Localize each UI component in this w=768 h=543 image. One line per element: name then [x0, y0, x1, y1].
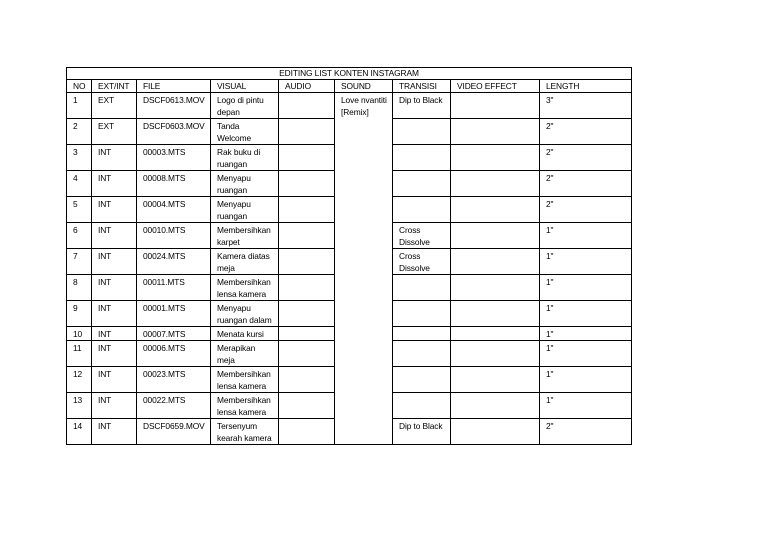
editing-list-table [66, 67, 632, 445]
cell-audio [279, 327, 335, 341]
cell-type: INT [92, 367, 137, 393]
cell-video-effect [451, 275, 540, 301]
cell-audio [279, 367, 335, 393]
cell-file: 00006.MTS [137, 341, 211, 367]
cell-file: 00023.MTS [137, 367, 211, 393]
cell-no: 12 [67, 367, 92, 393]
cell-length: 1" [540, 223, 632, 249]
cell-video-effect [451, 249, 540, 275]
cell-transisi [393, 197, 451, 223]
cell-length: 2" [540, 145, 632, 171]
table-title: EDITING LIST KONTEN INSTAGRAM [67, 68, 632, 80]
cell-file: 00004.MTS [137, 197, 211, 223]
cell-audio [279, 393, 335, 419]
cell-type: INT [92, 327, 137, 341]
header-visual: VISUAL [211, 80, 279, 93]
cell-no: 3 [67, 145, 92, 171]
cell-type: EXT [92, 119, 137, 145]
cell-visual: Menyapu ruangan [211, 171, 279, 197]
cell-transisi [393, 341, 451, 367]
cell-type: INT [92, 301, 137, 327]
cell-no: 9 [67, 301, 92, 327]
cell-video-effect [451, 171, 540, 197]
cell-video-effect [451, 419, 540, 445]
cell-audio [279, 249, 335, 275]
cell-visual: Tersenyum kearah kamera [211, 419, 279, 445]
cell-video-effect [451, 367, 540, 393]
cell-file: 00024.MTS [137, 249, 211, 275]
cell-type: INT [92, 419, 137, 445]
cell-length: 3" [540, 93, 632, 119]
cell-length: 2" [540, 419, 632, 445]
cell-transisi [393, 393, 451, 419]
cell-length: 2" [540, 171, 632, 197]
cell-visual: Membersihkan lensa kamera [211, 367, 279, 393]
cell-file: 00007.MTS [137, 327, 211, 341]
cell-visual: Menata kursi [211, 327, 279, 341]
cell-type: INT [92, 171, 137, 197]
cell-video-effect [451, 327, 540, 341]
cell-length: 2" [540, 197, 632, 223]
cell-transisi [393, 367, 451, 393]
cell-audio [279, 341, 335, 367]
cell-visual: Membersihkan lensa kamera [211, 393, 279, 419]
cell-no: 6 [67, 223, 92, 249]
cell-type: INT [92, 341, 137, 367]
cell-type: INT [92, 393, 137, 419]
cell-type: INT [92, 249, 137, 275]
cell-length: 1" [540, 341, 632, 367]
cell-visual: Membersihkan lensa kamera [211, 275, 279, 301]
cell-transisi [393, 119, 451, 145]
cell-type: EXT [92, 93, 137, 119]
cell-visual: Menyapu ruangan [211, 197, 279, 223]
cell-transisi: Cross Dissolve [393, 249, 451, 275]
cell-audio [279, 93, 335, 119]
cell-file: 00010.MTS [137, 223, 211, 249]
cell-no: 13 [67, 393, 92, 419]
cell-file: DSCF0613.MOV [137, 93, 211, 119]
cell-no: 8 [67, 275, 92, 301]
cell-transisi [393, 301, 451, 327]
cell-video-effect [451, 301, 540, 327]
table-row [67, 93, 632, 119]
cell-type: INT [92, 197, 137, 223]
cell-visual: Logo di pintu depan [211, 93, 279, 119]
cell-file: DSCF0659.MOV [137, 419, 211, 445]
cell-visual: Tanda Welcome [211, 119, 279, 145]
cell-audio [279, 171, 335, 197]
cell-no: 11 [67, 341, 92, 367]
cell-video-effect [451, 341, 540, 367]
cell-video-effect [451, 93, 540, 119]
cell-transisi [393, 145, 451, 171]
cell-transisi [393, 171, 451, 197]
cell-video-effect [451, 145, 540, 171]
cell-no: 10 [67, 327, 92, 341]
cell-no: 7 [67, 249, 92, 275]
cell-transisi: Dip to Black [393, 93, 451, 119]
cell-length: 1" [540, 367, 632, 393]
header-length: LENGTH [540, 80, 632, 93]
cell-type: INT [92, 275, 137, 301]
cell-no: 1 [67, 93, 92, 119]
cell-transisi [393, 275, 451, 301]
cell-video-effect [451, 119, 540, 145]
header-ext-int: EXT/INT [92, 80, 137, 93]
cell-audio [279, 223, 335, 249]
cell-visual: Kamera diatas meja [211, 249, 279, 275]
cell-audio [279, 275, 335, 301]
cell-transisi: Cross Dissolve [393, 223, 451, 249]
cell-length: 1" [540, 275, 632, 301]
cell-visual: Merapikan meja [211, 341, 279, 367]
cell-length: 1" [540, 327, 632, 341]
cell-visual: Menyapu ruangan dalam [211, 301, 279, 327]
cell-no: 4 [67, 171, 92, 197]
cell-type: INT [92, 223, 137, 249]
cell-type: INT [92, 145, 137, 171]
header-audio: AUDIO [279, 80, 335, 93]
cell-file: DSCF0603.MOV [137, 119, 211, 145]
cell-sound: Love nvantiti [Remix] [335, 93, 393, 445]
header-sound: SOUND [335, 80, 393, 93]
cell-length: 1" [540, 249, 632, 275]
cell-audio [279, 301, 335, 327]
cell-no: 14 [67, 419, 92, 445]
cell-audio [279, 419, 335, 445]
cell-length: 1" [540, 301, 632, 327]
cell-file: 00008.MTS [137, 171, 211, 197]
cell-visual: Membersihkan karpet [211, 223, 279, 249]
cell-audio [279, 197, 335, 223]
cell-video-effect [451, 223, 540, 249]
header-transisi: TRANSISI [393, 80, 451, 93]
cell-no: 2 [67, 119, 92, 145]
header-video-effect: VIDEO EFFECT [451, 80, 540, 93]
cell-visual: Rak buku di ruangan [211, 145, 279, 171]
header-no: NO [67, 80, 92, 93]
cell-video-effect [451, 393, 540, 419]
cell-length: 2" [540, 119, 632, 145]
cell-length: 1" [540, 393, 632, 419]
cell-video-effect [451, 197, 540, 223]
cell-audio [279, 145, 335, 171]
header-file: FILE [137, 80, 211, 93]
cell-no: 5 [67, 197, 92, 223]
cell-transisi [393, 327, 451, 341]
cell-file: 00001.MTS [137, 301, 211, 327]
cell-audio [279, 119, 335, 145]
cell-transisi: Dip to Black [393, 419, 451, 445]
cell-file: 00011.MTS [137, 275, 211, 301]
cell-file: 00022.MTS [137, 393, 211, 419]
cell-file: 00003.MTS [137, 145, 211, 171]
